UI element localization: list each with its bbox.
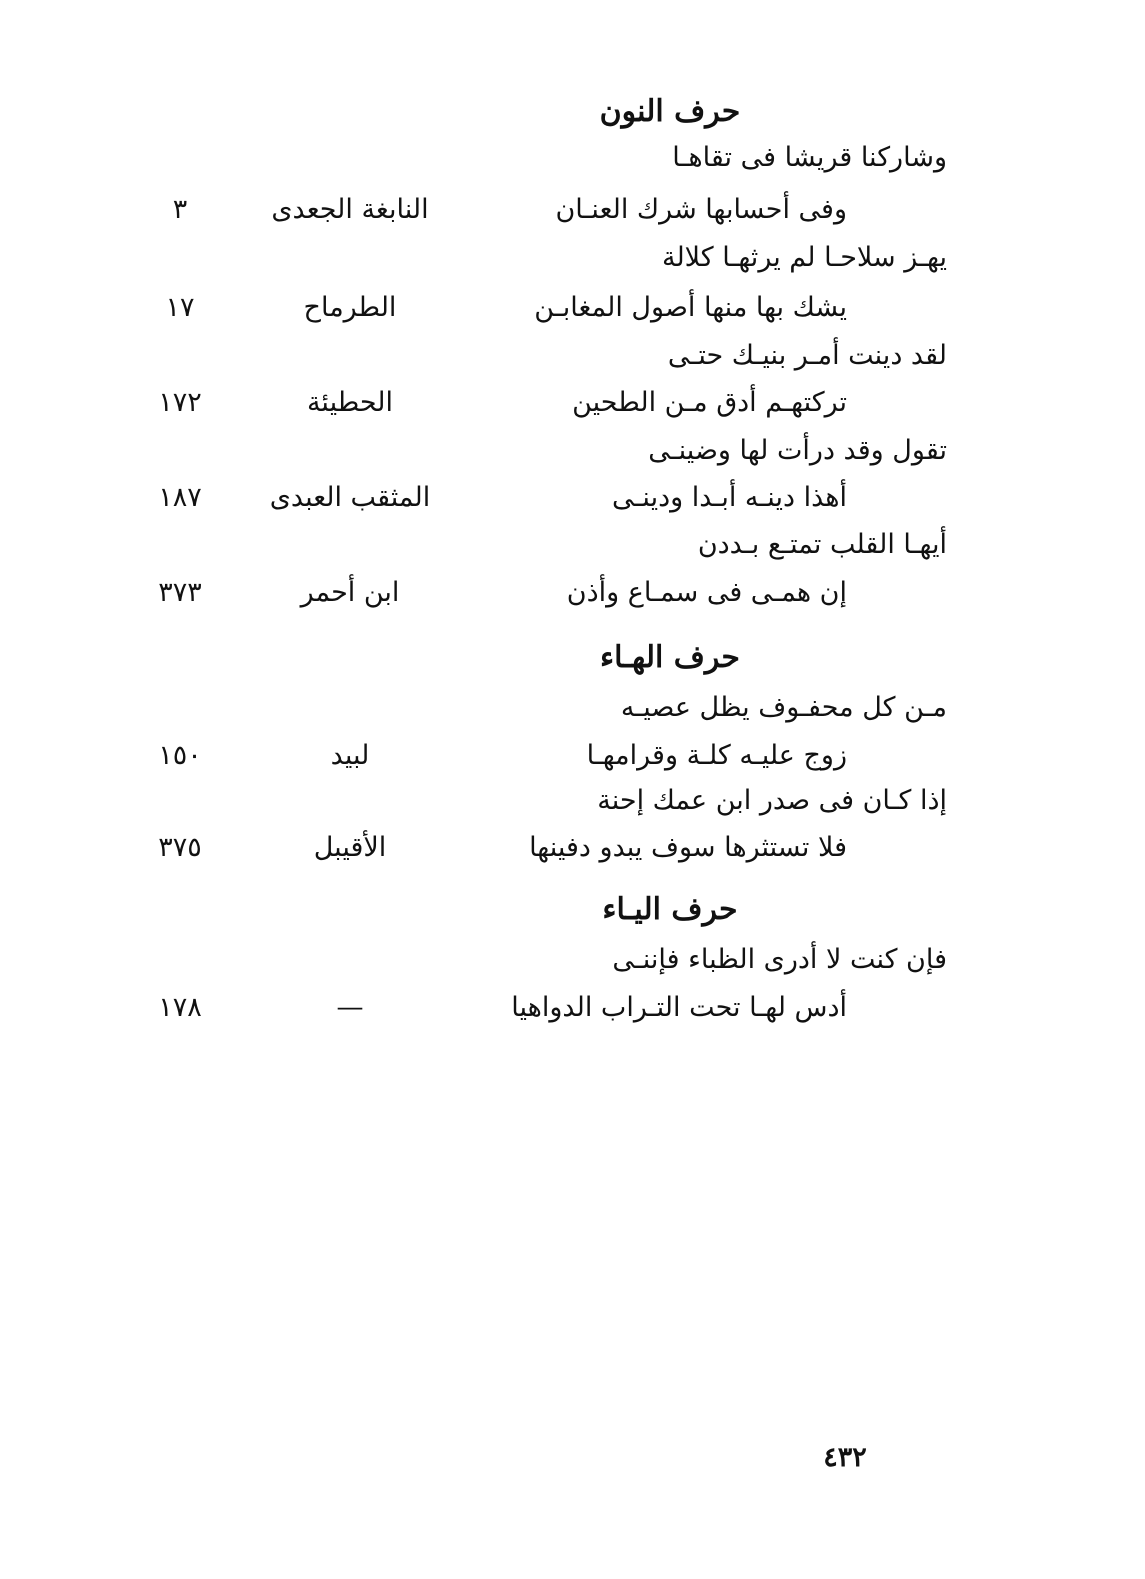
verse-first-hemistich: فإن كنت لا أدرى الظباء فإننـى bbox=[612, 944, 947, 975]
poet-name: — bbox=[336, 992, 364, 1023]
poet-name: النابغة الجعدى bbox=[271, 194, 429, 225]
verse-first-hemistich: تقول وقد درأت لها وضينـى bbox=[648, 435, 947, 466]
verse-second-hemistich: تركتهـم أدق مـن الطحين bbox=[572, 387, 847, 418]
verse-first-hemistich: لقد دينت أمـر بنيـك حتـى bbox=[667, 340, 947, 371]
verse-second-hemistich: وفى أحسابها شرك العنـان bbox=[555, 194, 847, 225]
page-reference: ٣٧٥ bbox=[158, 832, 202, 863]
verse-second-hemistich: يشك بها منها أصول المغابـن bbox=[534, 292, 847, 323]
poet-name: الحطيئة bbox=[306, 387, 394, 418]
verse-second-hemistich: أهذا دينـه أبـدا ودينـى bbox=[612, 482, 847, 513]
page-reference: ١٧ bbox=[165, 292, 195, 323]
page-reference: ١٨٧ bbox=[158, 482, 202, 513]
poet-name: الطرماح bbox=[303, 292, 397, 323]
page-reference: ١٧٢ bbox=[158, 387, 202, 418]
page-reference: ٣ bbox=[172, 194, 188, 225]
verse-first-hemistich: إذا كـان فى صدر ابن عمك إحنة bbox=[597, 785, 947, 816]
poet-name: الأقيبل bbox=[313, 832, 387, 863]
verse-second-hemistich: زوج عليـه كلـة وقرامهـا bbox=[586, 740, 847, 771]
verse-first-hemistich: مـن كل محفـوف يظل عصيـه bbox=[620, 692, 947, 723]
verse-second-hemistich: إن همـى فى سمـاع وأذن bbox=[566, 577, 847, 608]
poet-name: لبيد bbox=[330, 740, 370, 771]
verse-first-hemistich: وشاركنا قريشا فى تقاهـا bbox=[672, 142, 947, 173]
poet-name: ابن أحمر bbox=[300, 577, 400, 608]
section-heading: حرف الهـاء bbox=[600, 640, 740, 675]
verse-first-hemistich: أيهـا القلب تمتـع بـددن bbox=[697, 529, 947, 560]
section-heading: حرف النون bbox=[599, 94, 741, 129]
verse-second-hemistich: فلا تستثرها سوف يبدو دفينها bbox=[529, 832, 847, 863]
verse-second-hemistich: أدس لهـا تحت التـراب الدواهيا bbox=[511, 992, 847, 1023]
page-number: ٤٣٢ bbox=[823, 1442, 867, 1473]
page-reference: ١٧٨ bbox=[158, 992, 202, 1023]
verse-first-hemistich: يهـز سلاحـا لم يرثهـا كلالة bbox=[661, 242, 947, 273]
section-heading: حرف اليـاء bbox=[602, 892, 738, 927]
poet-name: المثقب العبدى bbox=[269, 482, 431, 513]
page-reference: ١٥٠ bbox=[158, 740, 202, 771]
page-reference: ٣٧٣ bbox=[158, 577, 202, 608]
